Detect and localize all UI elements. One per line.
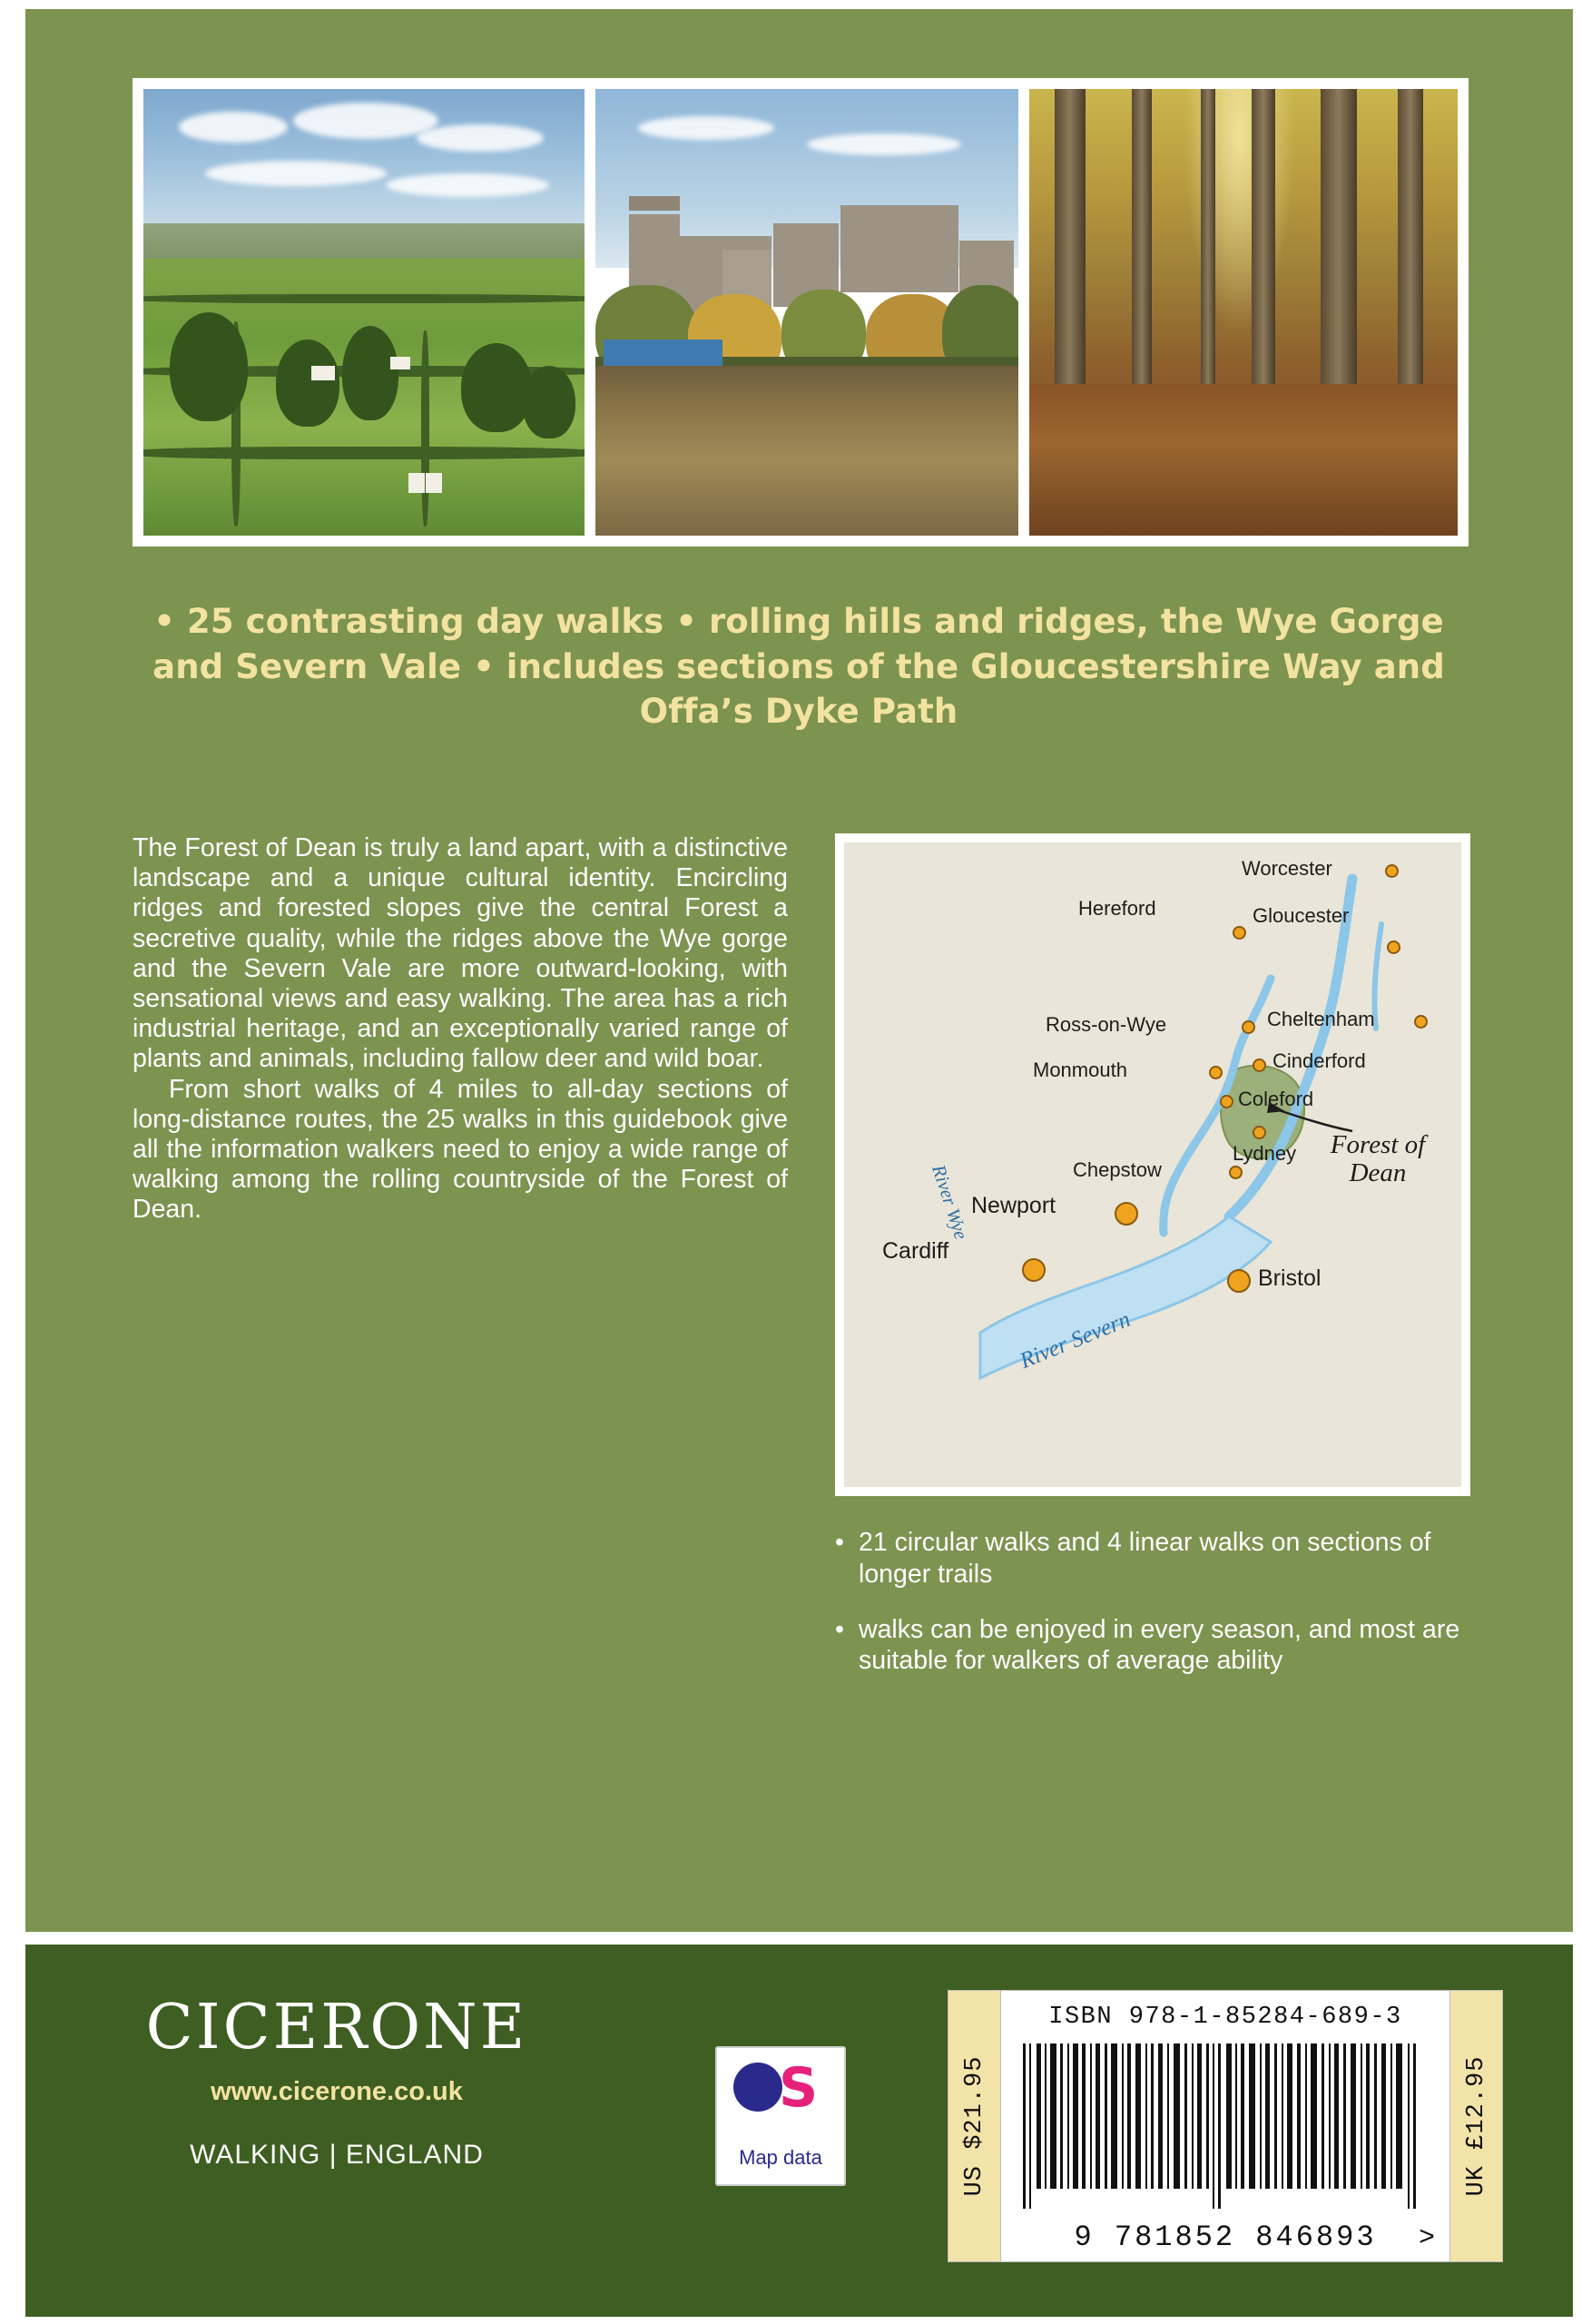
- blurb-paragraph-1: The Forest of Dean is truly a land apart, with a distinctive landscape and a unique cultural identity. Encircling ridges and forested slopes give the central Forest a secretive quality, while the ridges above the Wye gorge and the Severn Vale are more outward-looking, with sensational views and easy walking. The area has a rich industrial heritage, and an exceptionally varied range of plants and animals, including fallow deer and wild boar.: [133, 833, 788, 1074]
- map-label-cheltenham: Cheltenham: [1267, 1008, 1375, 1030]
- price-us-strip: [948, 1991, 1001, 2261]
- publisher-brand: [123, 1992, 550, 2171]
- map-label-lydney: Lydney: [1233, 1142, 1297, 1165]
- strapline: • 25 contrasting day walks • rolling hills and ridges, the Wye Gorge and Severn Vale • includes sections of the Gloucestershire Way and Offa’s Dyke Path: [152, 602, 1445, 732]
- map-label-bristol: Bristol: [1258, 1265, 1322, 1291]
- barcode-number: 9 781852 846893: [1074, 2221, 1377, 2254]
- book-category: WALKING | ENGLAND: [190, 2140, 484, 2170]
- feature-bullet: [835, 1527, 1489, 1590]
- forest-of-dean-label-line1: Forest of: [1330, 1130, 1426, 1159]
- map-dot-gloucester: [1387, 940, 1400, 954]
- barcode-addon-marker: >: [1418, 2223, 1435, 2254]
- map-label-cardiff: Cardiff: [882, 1238, 949, 1264]
- river-severn-label: River Severn: [1017, 1306, 1135, 1374]
- isbn-barcode-block: [948, 1990, 1503, 2262]
- river-wye-label: River Wye: [928, 1162, 973, 1243]
- page-edge-bottom: [0, 2317, 1582, 2324]
- map-label-monmouth: Monmouth: [1033, 1059, 1127, 1081]
- publisher-name: CICERONE: [145, 1992, 528, 2063]
- map-label-coleford: Coleford: [1238, 1088, 1314, 1110]
- price-uk-strip: [1449, 1991, 1502, 2261]
- map-label-cinderford: Cinderford: [1272, 1049, 1366, 1072]
- blurb-paragraph-2: From short walks of 4 miles to all-day sections of long-distance routes, the 25 walks in this guidebook give all the information walkers need to enjoy a wide range of walking among the rolling countryside of the Forest of Dean.: [133, 1074, 788, 1225]
- feature-bullet-text: 21 circular walks and 4 linear walks on sections of longer trails: [859, 1528, 1431, 1589]
- page-edge-top: [0, 0, 1582, 9]
- os-s-icon: S: [779, 2056, 819, 2120]
- publisher-website[interactable]: www.cicerone.co.uk: [211, 2077, 463, 2106]
- map-dot-lydney: [1253, 1126, 1266, 1139]
- map-dot-worcester: [1385, 864, 1399, 878]
- bullet-marker-icon: •: [835, 1528, 844, 1557]
- forest-of-dean-label-line2: Dean: [1349, 1158, 1407, 1188]
- feature-bullets: [835, 1527, 1489, 1700]
- page-edge-right: [1573, 0, 1582, 2324]
- autumn-woodland-photo: [1029, 89, 1458, 536]
- barcode-image: [1019, 2043, 1433, 2209]
- map-dot-newport: [1115, 1202, 1138, 1226]
- isbn-number: ISBN 978-1-85284-689-3: [1048, 2004, 1402, 2031]
- footer-divider: [25, 1932, 1573, 1945]
- os-map-data-logo: [715, 2046, 846, 2186]
- map-dot-chepstow: [1229, 1166, 1243, 1179]
- blurb: [133, 833, 788, 1225]
- location-map: [835, 833, 1470, 1496]
- map-dot-coleford: [1220, 1095, 1233, 1108]
- map-dot-cinderford: [1253, 1059, 1266, 1072]
- map-dot-monmouth: [1209, 1066, 1223, 1079]
- price-uk: UK £12.95: [1462, 2055, 1490, 2197]
- forest-of-dean-label: [1305, 1131, 1450, 1188]
- page-edge-left: [0, 0, 25, 2324]
- map-label-ross-on-wye: Ross-on-Wye: [1046, 1013, 1167, 1036]
- map-label-chepstow: Chepstow: [1073, 1158, 1162, 1181]
- map-label-hereford: Hereford: [1078, 897, 1156, 920]
- os-map-data-label: Map data: [739, 2146, 822, 2169]
- map-label-gloucester: Gloucester: [1253, 904, 1350, 927]
- feature-bullet-text: walks can be enjoyed in every season, and most are suitable for walkers of average ability: [859, 1614, 1460, 1676]
- countryside-photo: [143, 89, 585, 536]
- map-dot-bristol: [1227, 1269, 1251, 1293]
- map-label-worcester: Worcester: [1242, 857, 1332, 880]
- map-dot-ross-on-wye: [1242, 1020, 1255, 1034]
- map-label-newport: Newport: [971, 1193, 1056, 1218]
- footer-band: [25, 1945, 1573, 2317]
- castle-river-photo: [595, 89, 1018, 536]
- map-dot-cheltenham: [1414, 1015, 1428, 1029]
- map-dot-cardiff: [1022, 1258, 1046, 1282]
- bullet-marker-icon: •: [835, 1614, 844, 1644]
- map-dot-hereford: [1233, 926, 1246, 940]
- price-us: US $21.95: [960, 2055, 988, 2197]
- photo-strip: [133, 78, 1469, 547]
- feature-bullet: [835, 1614, 1489, 1678]
- os-circle-icon: [733, 2063, 782, 2112]
